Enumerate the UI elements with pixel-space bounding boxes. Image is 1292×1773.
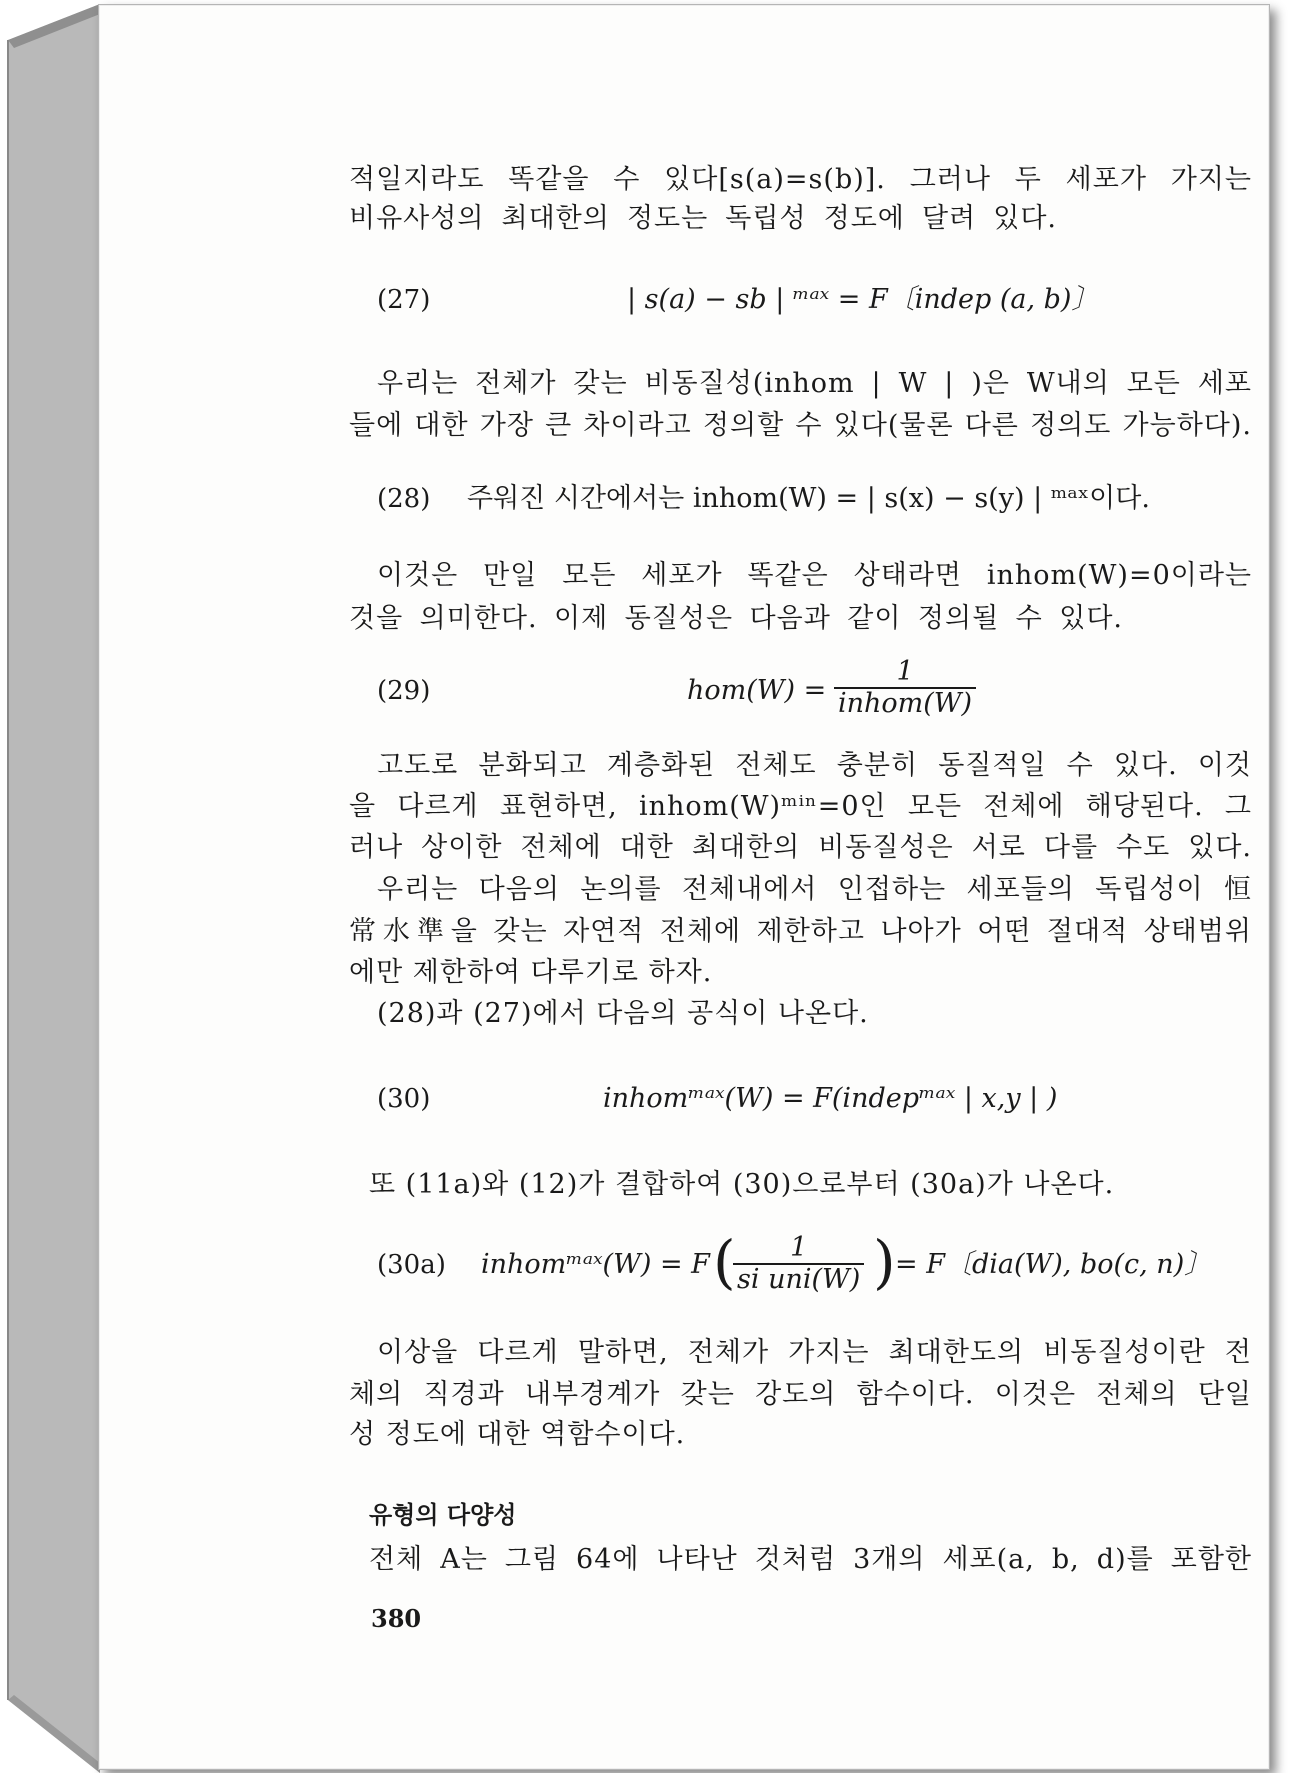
equation-29-fraction xyxy=(834,657,976,719)
text-line: 러나 상이한 전체에 대한 최대한의 비동질성은 서로 다를 수도 있다. xyxy=(349,832,1252,863)
fraction-numerator: 1 xyxy=(790,1232,808,1263)
text-line: 들에 대한 가장 큰 차이라고 정의할 수 있다(물론 다른 정의도 가능하다). xyxy=(349,410,1252,441)
text-line: 에만 제한하여 다루기로 하자. xyxy=(349,957,713,988)
equation-29-lhs: hom(W) = xyxy=(687,675,827,706)
text-line: 고도로 분화되고 계층화된 전체도 충분히 동질적일 수 있다. 이것 xyxy=(377,750,1252,781)
text-line: 을 다르게 표현하면, inhom(W)ᵐⁱⁿ=0인 모든 전체에 해당된다. 그 xyxy=(349,791,1252,822)
text-line: 常水準을 갖는 자연적 전체에 제한하고 나아가 어떤 절대적 상태범위 xyxy=(349,916,1252,947)
page-number: 380 xyxy=(371,1604,422,1633)
equation-30a-lhs: inhomᵐᵃˣ(W) = F xyxy=(481,1249,710,1280)
text-line: 우리는 전체가 갖는 비동질성(inhom | W | )은 W내의 모든 세포 xyxy=(377,368,1252,399)
text-line: 또 (11a)와 (12)가 결합하여 (30)으로부터 (30a)가 나온다. xyxy=(369,1169,1115,1200)
text-line: 전체 A는 그림 64에 나타난 것처럼 3개의 세포(a, b, d)를 포함한 xyxy=(369,1544,1252,1575)
equation-number: (30a) xyxy=(377,1250,446,1280)
equation-30a-rhs: = F〔dia(W), bo(c, n)〕 xyxy=(895,1249,1212,1280)
text-line: 적일지라도 똑같을 수 있다[s(a)=s(b)]. 그러나 두 세포가 가지는 xyxy=(349,164,1252,195)
equation-28: 주워진 시간에서는 inhom(W) = | s(x) − s(y) | ᵐᵃˣ이다. xyxy=(467,483,1150,514)
text-line: 것을 의미한다. 이제 동질성은 다음과 같이 정의될 수 있다. xyxy=(349,603,1123,634)
text-line: 이것은 만일 모든 세포가 똑같은 상태라면 inhom(W)=0이라는 xyxy=(377,560,1252,591)
fraction-denominator: inhom(W) xyxy=(834,687,976,719)
text-line: 이상을 다르게 말하면, 전체가 가지는 최대한도의 비동질성이란 전 xyxy=(377,1337,1252,1368)
text-line: 비유사성의 최대한의 정도는 독립성 정도에 달려 있다. xyxy=(349,203,1057,234)
equation-number: (30) xyxy=(377,1084,431,1114)
page-content xyxy=(99,5,1269,1769)
text-line: 우리는 다음의 논의를 전체내에서 인접하는 세포들의 독립성이 恒 xyxy=(377,874,1252,905)
book-spine-side xyxy=(0,0,100,1773)
equation-number: (27) xyxy=(377,285,431,315)
text-line: (28)과 (27)에서 다음의 공식이 나온다. xyxy=(377,998,869,1029)
section-heading: 유형의 다양성 xyxy=(369,1501,517,1529)
book-page xyxy=(98,4,1270,1770)
text-line: 체의 직경과 내부경계가 갖는 강도의 함수이다. 이것은 전체의 단일 xyxy=(349,1379,1252,1410)
equation-30: inhomᵐᵃˣ(W) = F(indepᵐᵃˣ | x,y | ) xyxy=(603,1083,1058,1114)
fraction-denominator: si uni(W) xyxy=(733,1263,864,1295)
right-paren-glyph: ) xyxy=(873,1228,896,1296)
text-line: 성 정도에 대한 역함수이다. xyxy=(349,1419,686,1450)
fraction-numerator: 1 xyxy=(896,656,914,687)
left-paren-glyph: ( xyxy=(713,1228,736,1296)
equation-27: | s(a) − sb | ᵐᵃˣ = F〔indep (a, b)〕 xyxy=(627,284,1099,315)
equation-30a-fraction xyxy=(733,1233,864,1295)
equation-number: (28) xyxy=(377,484,431,514)
equation-number: (29) xyxy=(377,676,431,706)
